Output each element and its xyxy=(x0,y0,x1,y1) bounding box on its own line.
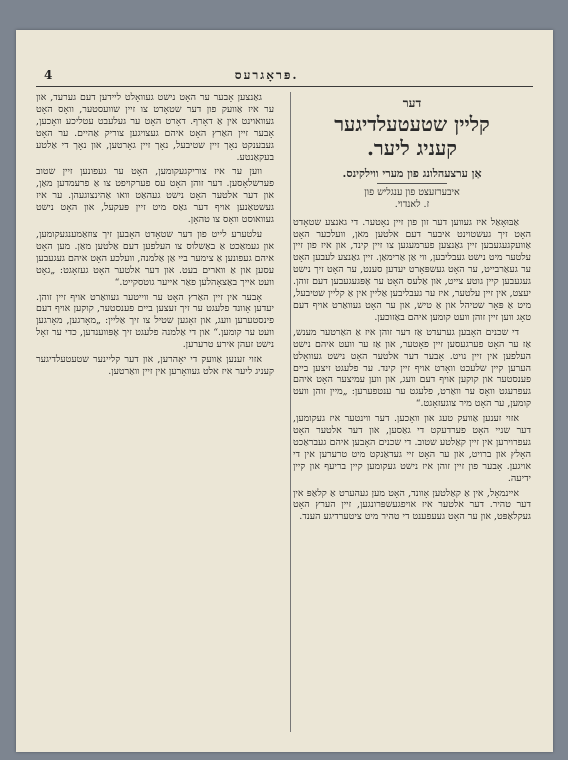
column-divider xyxy=(290,92,291,732)
article-title-line1: קליין שטעטעלדיגער xyxy=(334,111,490,136)
left-column xyxy=(36,92,274,740)
page-header xyxy=(36,68,533,87)
article-heading xyxy=(293,98,531,211)
body-paragraph: אזוי זענען אַוועק טעג און וואָכען. דער ווינטער איז געקומען, דער שניי האָט פערדעקט די גאַסען, און דער אלטער האָט געפרוירען אין זיין קאַלטע שטוב. די שכנים האָבען איהם געבראַכט האָלץ און ברויט, און ער האָט זיי געדאַנקט מיט טרערען אין די אויגען. אָבער פון זיין זוהן איז נישט געקומען קיין בריעף און קיין ידיעה. xyxy=(293,413,531,484)
running-title: פּראָגרעס. xyxy=(234,68,299,82)
body-paragraph: די שכנים האָבען גערעדט אַז דער זוהן איז אַ האַרטער מענש, אַז ער האָט פערגעסען זיין פאָטער, און אַז ער וועט איהם נישט העלפען אין זיין נויט. אָבער דער אלטער האָט נישט געוואָלט הערען קיין שלעכט וואָרט אויף זיין קינד. ער פלעגט זיצען ביים פענסטער און קוקען אויף דעם וועג, און ווען עמיצער האָט איהם געפרעגט וואָס ער וואַרט, פלעגט ער ענטפערען: „מיין זוהן וועט קומען, ער האָט מיר צוגעזאָגט.“ xyxy=(293,326,531,410)
page-number: 4 xyxy=(44,68,53,82)
body-paragraph: אַבּוּאָאַל איז געווען דער זון פון זיין נאָטער. די גאנצע שטאָדט האָט זיך געשטוינט איבער דעם אלטען מאן, וועלכער האָט אַוועקגעגעבען זיין גאַנצען פערמעגען צו זיין קינד, און איז פון זיין עלטער מיט נישט געבליבען, ווי אַן אַרימאַן. זיין גאַנצע לעבען האָט ער געאַרבייט, ער האָט געשפּאָרט יעדען סענט, ער האָט זיך נישט געגעבען קיין גוטע צייט, און אַלעס האָט ער אָפּגעגעבען דעם זוהן. יעצט, אין זיין עלטער, איז ער געבליבען אַליין אין אַ קליין שטיבעל, מיט אַ פּאָר שטיהל און אַ טיש, און ער האָט געוואַרט אויף דעם טאָג ווען זיין זוהן וועט קומען איהם באַזוכען. xyxy=(293,216,531,323)
article-title-line2: קעניג ליער. xyxy=(366,135,458,160)
article-subtitle: אַן ערצעהלונג פון מערי ווילקינס. xyxy=(342,166,482,180)
translator-name: ז. לאנדוי. xyxy=(394,198,430,210)
body-paragraph: ווען ער איז צוריקגעקומען, האָט ער געפונען זיין שטוב פערשלאָסען. דער זוהן האָט עס פערקויפט צו אַ פרעמדען מאַן, און דער אלטער האָט נישט געהאַט וואו אַהינצוגעהן. ער איז געשטאַנען אויף דער גאַס מיט זיין פּעקעל, און האָט נישט געוואוסט וואָס צו טהאָן. xyxy=(36,166,274,226)
body-paragraph: עלטערע לייט פון דער שטאָדט האָבען זיך צוזאַמענגעקומען, און געמאַכט אַ באַשלוס צו העלפען דעם אַלטען מאַן. מען האָט איהם געפונען אַ צימער ביי אַן אַלמנה, וועלכע האָט איהם געגעבען עסען און אַ ווארים בעט. און דער אלטער האָט געזאָגט: „גאָט וועט אייך באַצאָהלען פאַר אייער גוטסקייט.“ xyxy=(36,228,274,288)
article-kicker: דער xyxy=(402,96,422,110)
title-rule xyxy=(377,183,447,184)
translator-line: איבערזעצט פון ענגליש פון xyxy=(364,186,460,198)
body-paragraph: אָבער אין זיין האַרץ האָט ער ווייטער געוואַרט אויף זיין זוהן. יעדען אָוונד פלעגט ער זיך זעצען ביים פענסטער, קוקען אויף דעם פינסטערען וועג, און זאָגען שטיל צו זיך אַליין: „מאָרגען, מאָרגען וועט ער קומען.“ און די אַלמנה פלעגט זיך אָפּווענדען, כדי ער זאָל נישט זעהן אירע טרערען. xyxy=(36,291,274,351)
body-paragraph: איינמאָל, אין אַ קאַלטען אָוונד, האָט מען געהערט אַ קלאַפּ אין דער טהיר. דער אלטער איז אויפגעשפּרונגען, זיין הערץ האָט געקלאַפּט, און ער האָט געעפענט די טהיר מיט ציטערדיגע הענד. xyxy=(293,487,531,523)
right-column xyxy=(293,92,531,740)
newspaper-page xyxy=(16,30,553,752)
body-paragraph: גאַנצען אָבער ער האָט נישט געוואָלט ליידען דעם גערעד, און ער איז אַוועק פון דער שטאָדט צו זיין שוועסטער, וואָס האָט געוואוינט אין אַ דאָרף. דאָרט האָט ער געלעבט עטליכע וואָכען, אָבער זיין האַרץ האָט איהם געצויגען צוריק אַהיים. ער האָט געבענקט נאָך זיין שטיבעל, נאָך זיין גאָרטען, און נאָך די אַלטע בעקאַנטע. xyxy=(36,92,274,163)
body-paragraph: אזוי זענען אַוועק די יאָהרען, און דער קליינער שטעטעלדיגער קעניג ליער איז אלט געוואָרען אין זיין וואַרטען. xyxy=(36,354,274,377)
